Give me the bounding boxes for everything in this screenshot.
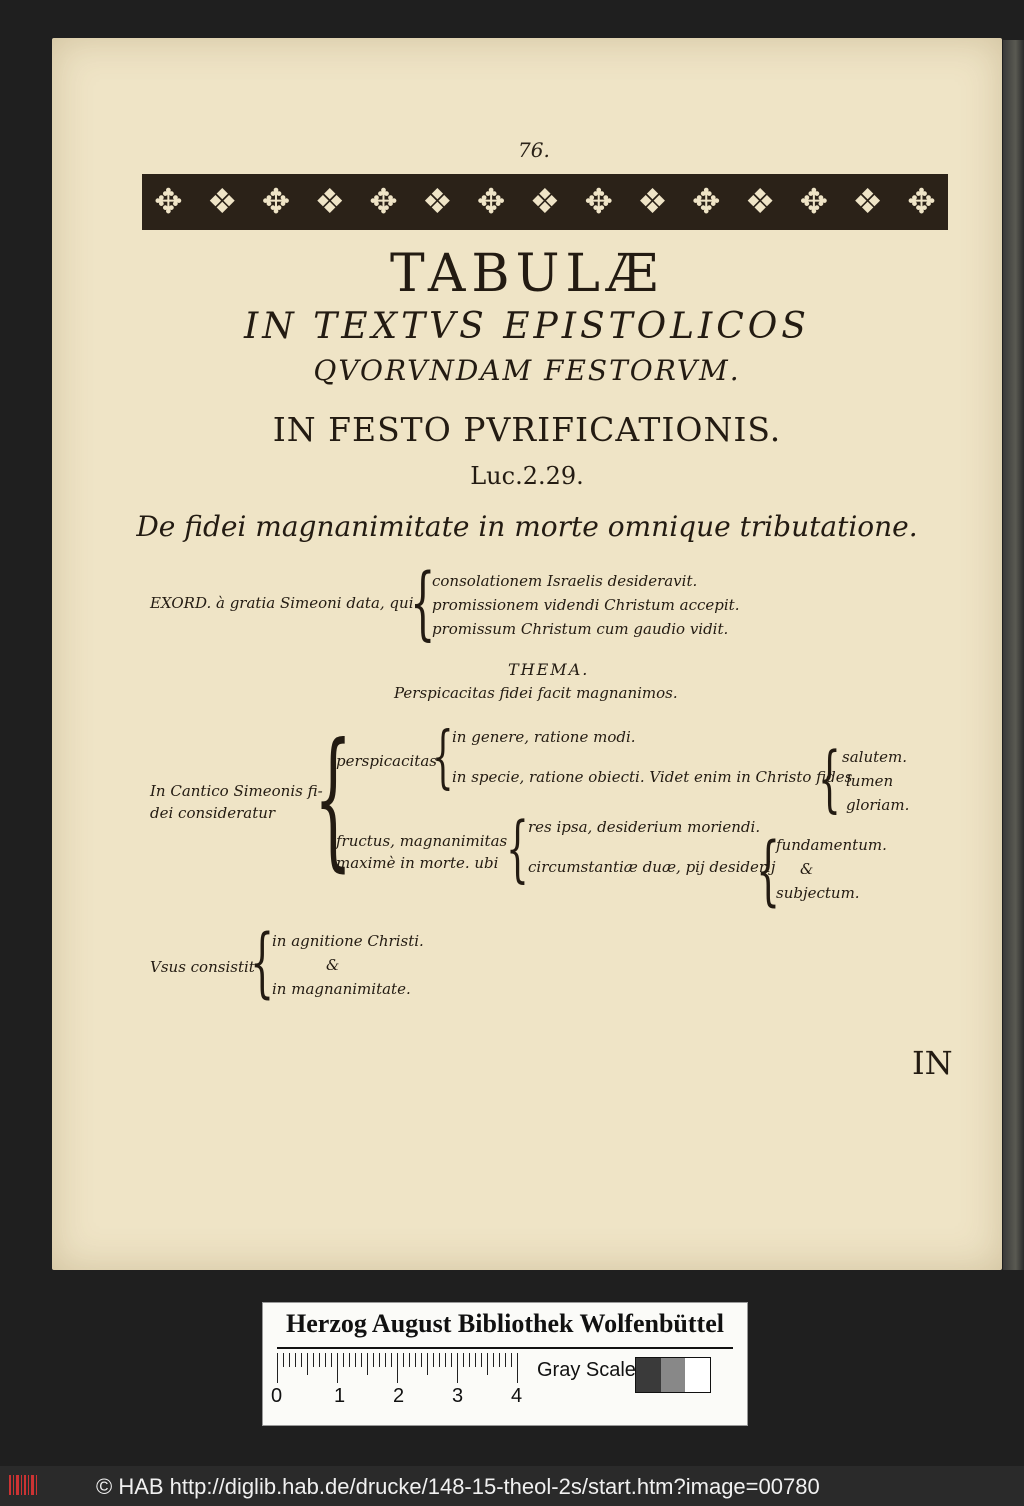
ruler-tick xyxy=(301,1353,302,1367)
fructus-line-1: fructus, magnanimitas xyxy=(336,832,508,850)
ruler-tick xyxy=(391,1353,392,1367)
ornamental-band: ✥ ❖ ✥ ❖ ✥ ❖ ✥ ❖ ✥ ❖ ✥ ❖ ✥ ❖ ✥ xyxy=(142,174,948,230)
ruler-tick xyxy=(427,1353,428,1375)
ruler-tick xyxy=(355,1353,356,1367)
ruler-tick xyxy=(499,1353,500,1367)
fructus-line-2: maximè in morte. ubi xyxy=(336,854,499,872)
ruler-tick xyxy=(463,1353,464,1367)
circumstantiae-brace: { xyxy=(756,825,781,914)
ruler-tick xyxy=(481,1353,482,1367)
ruler-tick xyxy=(409,1353,410,1367)
page-title: TABULÆ xyxy=(389,244,664,304)
usus-item: in agnitione Christi. xyxy=(272,932,424,950)
ruler-tick xyxy=(487,1353,488,1375)
subtitle-line-2: QVORVNDAM FESTORVM. xyxy=(313,354,741,387)
ruler-tick xyxy=(361,1353,362,1367)
perspicacitas-brace: { xyxy=(432,718,454,797)
catchword: IN xyxy=(912,1044,953,1082)
thema-label: THEMA. xyxy=(508,660,590,679)
fides-item: lumen xyxy=(846,772,894,790)
usus-item: & xyxy=(326,956,340,974)
fructus-item: circumstantiæ duæ, pij desiderij xyxy=(528,858,776,876)
tree-root-line-2: dei consideratur xyxy=(150,804,276,822)
feast-heading: IN FESTO PVRIFICATIONIS. xyxy=(272,410,782,449)
perspicacitas-item: in specie, ratione obiecti. Videt enim in Christo fides xyxy=(452,768,853,786)
fides-brace: { xyxy=(818,736,841,820)
ruler-tick xyxy=(331,1353,332,1367)
gray-scale-swatches xyxy=(635,1357,711,1393)
subtitle-line-1: IN TEXTVS EPISTOLICOS xyxy=(244,306,810,347)
ruler-tick xyxy=(349,1353,350,1367)
ruler-tick xyxy=(505,1353,506,1367)
gray-swatch xyxy=(636,1358,661,1392)
ruler-tick xyxy=(415,1353,416,1367)
ruler-tick xyxy=(373,1353,374,1367)
ruler-tick xyxy=(343,1353,344,1367)
ruler-tick xyxy=(457,1353,458,1383)
ruler-number: 4 xyxy=(511,1385,523,1407)
ruler-number: 2 xyxy=(393,1385,405,1407)
ruler-tick xyxy=(337,1353,338,1383)
ruler-tick xyxy=(367,1353,368,1375)
ruler-number: 0 xyxy=(271,1385,283,1407)
thema-text: Perspicacitas fidei facit magnanimos. xyxy=(394,684,678,702)
footer-copyright: © HAB http://diglib.hab.de/drucke/148-15-theol-2s/start.htm?image=00780 xyxy=(96,1474,820,1499)
label-divider xyxy=(277,1347,733,1349)
ruler-tick xyxy=(445,1353,446,1367)
ruler-tick xyxy=(511,1353,512,1367)
ruler-tick xyxy=(433,1353,434,1367)
ruler-number: 1 xyxy=(334,1385,346,1407)
motto: De fidei magnanimitate in morte omnique tributatione. xyxy=(136,510,918,543)
exordium-label: EXORD. à gratia Simeoni data, qui xyxy=(150,594,414,612)
ruler-tick xyxy=(397,1353,398,1383)
usus-label: Vsus consistit xyxy=(150,958,255,976)
exordium-item: consolationem Israelis desideravit. xyxy=(432,572,698,590)
exordium-item: promissum Christum cum gaudio vidit. xyxy=(432,620,729,638)
barcode-icon xyxy=(8,1472,38,1498)
ruler-tick xyxy=(289,1353,290,1367)
scripture-reference: Luc.2.29. xyxy=(470,462,584,490)
ruler-tick xyxy=(325,1353,326,1367)
ruler-tick xyxy=(475,1353,476,1367)
ruler-tick xyxy=(493,1353,494,1367)
circumstantiae-item: & xyxy=(800,860,814,878)
ruler-tick xyxy=(385,1353,386,1367)
fructus-item: res ipsa, desiderium moriendi. xyxy=(528,818,761,836)
ruler-tick xyxy=(379,1353,380,1367)
tree-root-brace: { xyxy=(314,712,353,886)
page-number: 76. xyxy=(518,138,550,162)
gray-swatch xyxy=(661,1358,686,1392)
circumstantiae-item: fundamentum. xyxy=(776,836,887,854)
usus-item: in magnanimitate. xyxy=(272,980,411,998)
fides-item: gloriam. xyxy=(846,796,910,814)
library-label-card xyxy=(262,1302,748,1426)
exordium-brace: { xyxy=(410,556,436,649)
ruler-tick xyxy=(307,1353,308,1375)
perspicacitas-item: in genere, ratione modi. xyxy=(452,728,636,746)
ruler-tick xyxy=(313,1353,314,1367)
exordium-item: promissionem videndi Christum accepit. xyxy=(432,596,740,614)
ruler-tick xyxy=(295,1353,296,1367)
ruler-tick xyxy=(421,1353,422,1367)
ruler-tick xyxy=(283,1353,284,1367)
ruler-tick xyxy=(469,1353,470,1367)
fructus-brace: { xyxy=(506,806,529,890)
ruler-tick xyxy=(277,1353,278,1383)
tree-root-line-1: In Cantico Simeonis fi- xyxy=(150,782,323,800)
ruler-tick xyxy=(451,1353,452,1367)
adjacent-page-edge xyxy=(1003,40,1024,1270)
gray-swatch xyxy=(685,1358,710,1392)
ruler-tick xyxy=(517,1353,518,1383)
library-name: Herzog August Bibliothek Wolfenbüttel xyxy=(286,1309,724,1338)
ruler-number: 3 xyxy=(452,1385,464,1407)
perspicacitas-label: perspicacitas xyxy=(336,752,437,770)
circumstantiae-item: subjectum. xyxy=(776,884,860,902)
scale-ruler xyxy=(277,1353,527,1387)
gray-scale-label: Gray Scale xyxy=(537,1359,636,1381)
ruler-tick xyxy=(439,1353,440,1367)
usus-brace: { xyxy=(250,917,275,1006)
ruler-tick xyxy=(403,1353,404,1367)
fides-item: salutem. xyxy=(842,748,907,766)
ruler-tick xyxy=(319,1353,320,1367)
